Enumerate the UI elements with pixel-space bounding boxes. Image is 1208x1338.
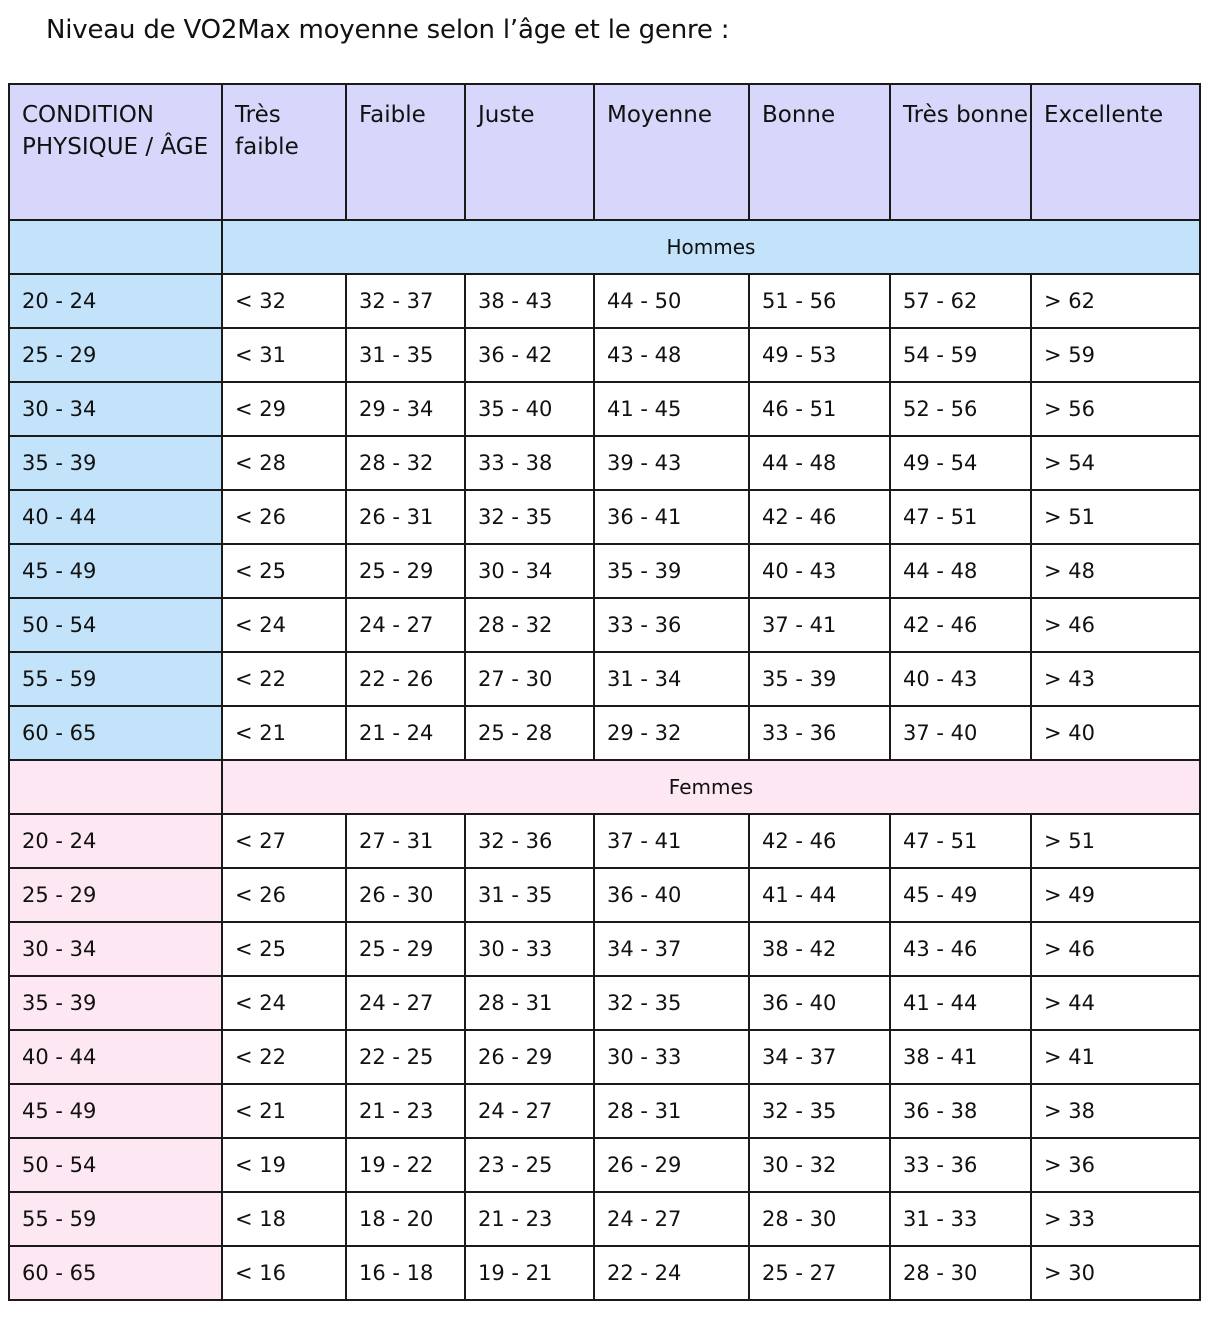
vo2max-range-cell: 26 - 29 — [465, 1030, 594, 1084]
vo2max-range-cell: > 62 — [1031, 274, 1200, 328]
age-range-cell: 50 - 54 — [9, 598, 222, 652]
vo2max-range-cell: 30 - 33 — [594, 1030, 749, 1084]
vo2max-range-cell: 25 - 29 — [346, 922, 465, 976]
table-row — [9, 922, 1200, 976]
vo2max-range-cell: 45 - 49 — [890, 868, 1031, 922]
table-row — [9, 436, 1200, 490]
vo2max-range-cell: < 28 — [222, 436, 346, 490]
vo2max-range-cell: > 59 — [1031, 328, 1200, 382]
table-row — [9, 382, 1200, 436]
vo2max-range-cell: 31 - 34 — [594, 652, 749, 706]
vo2max-range-cell: < 22 — [222, 652, 346, 706]
section-label-hommes: Hommes — [222, 220, 1200, 274]
vo2max-range-cell: 32 - 35 — [749, 1084, 890, 1138]
vo2max-range-cell: 38 - 43 — [465, 274, 594, 328]
vo2max-range-cell: 26 - 31 — [346, 490, 465, 544]
header-condition-age: CONDITION PHYSIQUE / ÂGE — [9, 84, 222, 220]
vo2max-range-cell: < 19 — [222, 1138, 346, 1192]
vo2max-range-cell: 27 - 30 — [465, 652, 594, 706]
vo2max-range-cell: 35 - 39 — [594, 544, 749, 598]
vo2max-range-cell: 25 - 29 — [346, 544, 465, 598]
vo2max-range-cell: 35 - 39 — [749, 652, 890, 706]
vo2max-range-cell: > 41 — [1031, 1030, 1200, 1084]
vo2max-range-cell: 46 - 51 — [749, 382, 890, 436]
vo2max-range-cell: 30 - 33 — [465, 922, 594, 976]
header-row — [9, 84, 1200, 220]
vo2max-range-cell: > 48 — [1031, 544, 1200, 598]
vo2max-range-cell: < 32 — [222, 274, 346, 328]
vo2max-range-cell: 44 - 50 — [594, 274, 749, 328]
section-row-femmes — [9, 760, 1200, 814]
vo2max-range-cell: 42 - 46 — [749, 814, 890, 868]
table-row — [9, 652, 1200, 706]
vo2max-range-cell: 36 - 40 — [594, 868, 749, 922]
vo2max-range-cell: < 21 — [222, 706, 346, 760]
vo2max-range-cell: 29 - 32 — [594, 706, 749, 760]
table-row — [9, 1138, 1200, 1192]
vo2max-range-cell: 31 - 33 — [890, 1192, 1031, 1246]
table-row — [9, 490, 1200, 544]
vo2max-range-cell: > 40 — [1031, 706, 1200, 760]
vo2max-range-cell: 44 - 48 — [890, 544, 1031, 598]
vo2max-range-cell: 22 - 25 — [346, 1030, 465, 1084]
section-row-hommes — [9, 220, 1200, 274]
vo2max-range-cell: 28 - 30 — [890, 1246, 1031, 1300]
vo2max-range-cell: 51 - 56 — [749, 274, 890, 328]
vo2max-range-cell: 40 - 43 — [890, 652, 1031, 706]
vo2max-range-cell: 32 - 36 — [465, 814, 594, 868]
vo2max-range-cell: 16 - 18 — [346, 1246, 465, 1300]
header-faible: Faible — [346, 84, 465, 220]
vo2max-range-cell: 42 - 46 — [890, 598, 1031, 652]
vo2max-range-cell: 19 - 22 — [346, 1138, 465, 1192]
table-row — [9, 274, 1200, 328]
vo2max-range-cell: 24 - 27 — [346, 976, 465, 1030]
vo2max-range-cell: 24 - 27 — [465, 1084, 594, 1138]
vo2max-range-cell: 33 - 36 — [749, 706, 890, 760]
vo2max-range-cell: < 22 — [222, 1030, 346, 1084]
table-row — [9, 328, 1200, 382]
vo2max-range-cell: 36 - 38 — [890, 1084, 1031, 1138]
vo2max-range-cell: 26 - 29 — [594, 1138, 749, 1192]
header-tres-bonne: Très bonne — [890, 84, 1031, 220]
age-range-cell: 35 - 39 — [9, 436, 222, 490]
vo2max-range-cell: > 49 — [1031, 868, 1200, 922]
age-range-cell: 50 - 54 — [9, 1138, 222, 1192]
vo2max-range-cell: 39 - 43 — [594, 436, 749, 490]
table-row — [9, 544, 1200, 598]
vo2max-range-cell: 49 - 53 — [749, 328, 890, 382]
vo2max-range-cell: 32 - 37 — [346, 274, 465, 328]
vo2max-range-cell: 36 - 40 — [749, 976, 890, 1030]
vo2max-range-cell: < 29 — [222, 382, 346, 436]
vo2max-range-cell: < 16 — [222, 1246, 346, 1300]
vo2max-range-cell: 57 - 62 — [890, 274, 1031, 328]
vo2max-range-cell: 37 - 41 — [594, 814, 749, 868]
vo2max-range-cell: > 46 — [1031, 922, 1200, 976]
vo2max-range-cell: 23 - 25 — [465, 1138, 594, 1192]
vo2max-range-cell: 28 - 32 — [346, 436, 465, 490]
vo2max-range-cell: > 36 — [1031, 1138, 1200, 1192]
header-bonne: Bonne — [749, 84, 890, 220]
vo2max-range-cell: > 54 — [1031, 436, 1200, 490]
vo2max-range-cell: < 24 — [222, 598, 346, 652]
vo2max-range-cell: 34 - 37 — [749, 1030, 890, 1084]
vo2max-range-cell: < 27 — [222, 814, 346, 868]
vo2max-range-cell: 47 - 51 — [890, 814, 1031, 868]
table-row — [9, 706, 1200, 760]
age-range-cell: 55 - 59 — [9, 652, 222, 706]
vo2max-range-cell: < 31 — [222, 328, 346, 382]
age-range-cell: 30 - 34 — [9, 382, 222, 436]
vo2max-range-cell: > 56 — [1031, 382, 1200, 436]
table-row — [9, 976, 1200, 1030]
table-row — [9, 1030, 1200, 1084]
vo2max-range-cell: 32 - 35 — [594, 976, 749, 1030]
vo2max-range-cell: 19 - 21 — [465, 1246, 594, 1300]
vo2max-range-cell: 36 - 41 — [594, 490, 749, 544]
header-moyenne: Moyenne — [594, 84, 749, 220]
age-range-cell: 45 - 49 — [9, 544, 222, 598]
vo2max-range-cell: 33 - 36 — [890, 1138, 1031, 1192]
section-label-femmes: Femmes — [222, 760, 1200, 814]
vo2max-range-cell: 40 - 43 — [749, 544, 890, 598]
age-range-cell: 30 - 34 — [9, 922, 222, 976]
vo2max-range-cell: 32 - 35 — [465, 490, 594, 544]
vo2max-range-cell: 29 - 34 — [346, 382, 465, 436]
vo2max-range-cell: 30 - 34 — [465, 544, 594, 598]
vo2max-range-cell: 49 - 54 — [890, 436, 1031, 490]
vo2max-range-cell: 33 - 36 — [594, 598, 749, 652]
age-range-cell: 25 - 29 — [9, 868, 222, 922]
vo2max-range-cell: < 26 — [222, 868, 346, 922]
vo2max-range-cell: < 25 — [222, 922, 346, 976]
table-body — [9, 220, 1200, 1300]
age-range-cell: 55 - 59 — [9, 1192, 222, 1246]
age-range-cell: 60 - 65 — [9, 706, 222, 760]
vo2max-range-cell: 22 - 24 — [594, 1246, 749, 1300]
header-juste: Juste — [465, 84, 594, 220]
vo2max-range-cell: > 33 — [1031, 1192, 1200, 1246]
vo2max-range-cell: 41 - 44 — [890, 976, 1031, 1030]
vo2max-range-cell: > 38 — [1031, 1084, 1200, 1138]
vo2max-range-cell: 18 - 20 — [346, 1192, 465, 1246]
header-excellente: Excellente — [1031, 84, 1200, 220]
vo2max-range-cell: 31 - 35 — [346, 328, 465, 382]
vo2max-range-cell: 38 - 41 — [890, 1030, 1031, 1084]
vo2max-range-cell: < 25 — [222, 544, 346, 598]
vo2max-range-cell: 28 - 31 — [465, 976, 594, 1030]
vo2max-range-cell: > 30 — [1031, 1246, 1200, 1300]
header-tres-faible: Très faible — [222, 84, 346, 220]
vo2max-range-cell: 21 - 23 — [465, 1192, 594, 1246]
table-row — [9, 1084, 1200, 1138]
vo2max-table — [8, 83, 1201, 1301]
age-range-cell: 40 - 44 — [9, 490, 222, 544]
vo2max-range-cell: 35 - 40 — [465, 382, 594, 436]
age-range-cell: 20 - 24 — [9, 814, 222, 868]
section-age-spacer — [9, 760, 222, 814]
age-range-cell: 40 - 44 — [9, 1030, 222, 1084]
vo2max-range-cell: 25 - 28 — [465, 706, 594, 760]
age-range-cell: 45 - 49 — [9, 1084, 222, 1138]
vo2max-range-cell: > 43 — [1031, 652, 1200, 706]
vo2max-range-cell: 30 - 32 — [749, 1138, 890, 1192]
vo2max-range-cell: 52 - 56 — [890, 382, 1031, 436]
vo2max-range-cell: 31 - 35 — [465, 868, 594, 922]
vo2max-range-cell: < 26 — [222, 490, 346, 544]
table-row — [9, 1246, 1200, 1300]
table-row — [9, 814, 1200, 868]
vo2max-range-cell: 24 - 27 — [594, 1192, 749, 1246]
vo2max-range-cell: < 21 — [222, 1084, 346, 1138]
vo2max-range-cell: 43 - 48 — [594, 328, 749, 382]
vo2max-range-cell: 24 - 27 — [346, 598, 465, 652]
age-range-cell: 35 - 39 — [9, 976, 222, 1030]
vo2max-range-cell: 33 - 38 — [465, 436, 594, 490]
table-row — [9, 598, 1200, 652]
vo2max-range-cell: > 46 — [1031, 598, 1200, 652]
vo2max-range-cell: 34 - 37 — [594, 922, 749, 976]
age-range-cell: 25 - 29 — [9, 328, 222, 382]
vo2max-range-cell: 36 - 42 — [465, 328, 594, 382]
vo2max-range-cell: 25 - 27 — [749, 1246, 890, 1300]
vo2max-range-cell: 38 - 42 — [749, 922, 890, 976]
vo2max-range-cell: > 44 — [1031, 976, 1200, 1030]
vo2max-range-cell: 21 - 23 — [346, 1084, 465, 1138]
age-range-cell: 20 - 24 — [9, 274, 222, 328]
page-title: Niveau de VO2Max moyenne selon l’âge et le genre : — [46, 15, 730, 45]
table-row — [9, 1192, 1200, 1246]
vo2max-range-cell: 42 - 46 — [749, 490, 890, 544]
vo2max-range-cell: 28 - 32 — [465, 598, 594, 652]
age-range-cell: 60 - 65 — [9, 1246, 222, 1300]
vo2max-range-cell: < 18 — [222, 1192, 346, 1246]
vo2max-range-cell: 43 - 46 — [890, 922, 1031, 976]
vo2max-range-cell: 37 - 40 — [890, 706, 1031, 760]
vo2max-range-cell: > 51 — [1031, 490, 1200, 544]
vo2max-range-cell: 41 - 44 — [749, 868, 890, 922]
vo2max-range-cell: 26 - 30 — [346, 868, 465, 922]
vo2max-range-cell: 28 - 30 — [749, 1192, 890, 1246]
vo2max-range-cell: 47 - 51 — [890, 490, 1031, 544]
section-age-spacer — [9, 220, 222, 274]
vo2max-range-cell: 44 - 48 — [749, 436, 890, 490]
table-row — [9, 868, 1200, 922]
vo2max-range-cell: 27 - 31 — [346, 814, 465, 868]
vo2max-range-cell: < 24 — [222, 976, 346, 1030]
vo2max-range-cell: > 51 — [1031, 814, 1200, 868]
vo2max-range-cell: 41 - 45 — [594, 382, 749, 436]
vo2max-range-cell: 37 - 41 — [749, 598, 890, 652]
vo2max-range-cell: 28 - 31 — [594, 1084, 749, 1138]
vo2max-range-cell: 21 - 24 — [346, 706, 465, 760]
vo2max-range-cell: 22 - 26 — [346, 652, 465, 706]
vo2max-range-cell: 54 - 59 — [890, 328, 1031, 382]
